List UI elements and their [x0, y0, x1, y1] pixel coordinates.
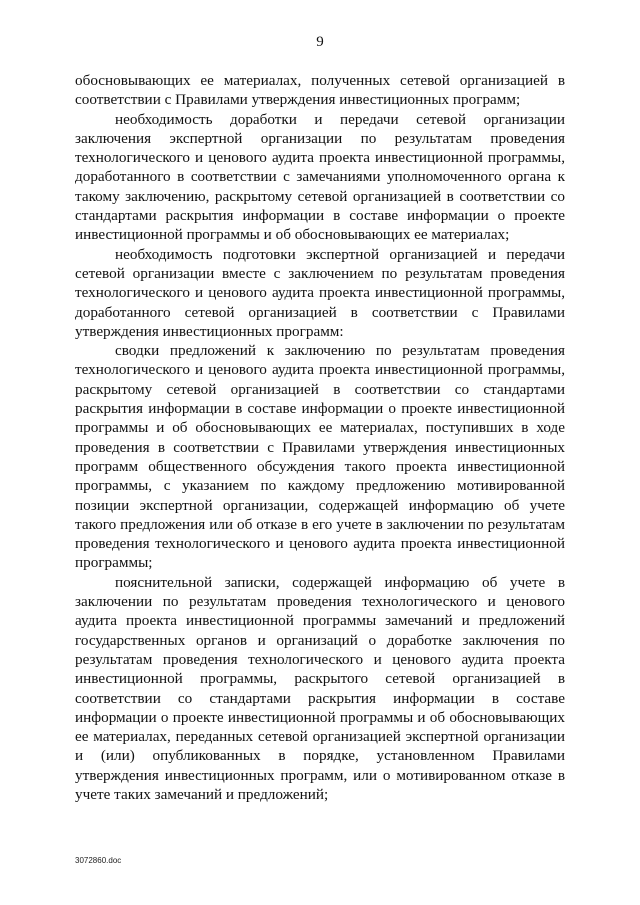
paragraph-continuation: обосновывающих ее материалах, полученных сетевой организацией в соответствии с Правилами утверждения инвестиционных программ;	[75, 72, 565, 109]
footer-filename: 3072860.doc	[75, 856, 122, 865]
paragraph: необходимость подготовки экспертной организацией и передачи сетевой организации вместе с заключением по результатам проведения технологического и ценового аудита проекта инвестиционной программы, доработанного сетевой организацией в соответствии с Правилами утверждения инвестиционных программ:	[75, 245, 565, 340]
page-number: 9	[316, 34, 324, 50]
document-body	[75, 71, 565, 804]
paragraph: сводки предложений к заключению по результатам проведения технологического и ценового аудита проекта инвестиционной программы, раскрытому сетевой организацией в соответствии со стандартами раскрытия информации в составе информации о проекте инвестиционной программы и об обосновывающих ее материалах, поступивших в ходе проведения в соответствии с Правилами утверждения инвестиционных программ общественного обсуждения такого проекта инвестиционной программы, с указанием по каждому предложению мотивированной позиции экспертной организации, содержащей информацию об учете такого предложения или об отказе в его учете в заключении по результатам проведения технологического и ценового аудита проекта инвестиционной программы;	[75, 342, 565, 572]
paragraph: необходимость доработки и передачи сетевой организации заключения экспертной организации по результатам проведения технологического и ценового аудита проекта инвестиционной программы, доработанного в соответствии с замечаниями уполномоченного органа к такому заключению, раскрытому сетевой организацией в соответствии со стандартами раскрытия информации в составе информации о проекте инвестиционной программы и об обосновывающих ее материалах;	[75, 110, 565, 244]
paragraph: пояснительной записки, содержащей информацию об учете в заключении по результатам проведения технологического и ценового аудита проекта инвестиционной программы замечаний и предложений государственных органов и организаций о доработке заключения по результатам проведения технологического и ценового аудита проекта инвестиционной программы, раскрытого сетевой организацией в соответствии со стандартами раскрытия информации в составе информации о проекте инвестиционной программы и об обосновывающих ее материалах, переданных сетевой организацией экспертной организации и (или) опубликованных в порядке, установленном Правилами утверждения инвестиционных программ, или о мотивированном отказе в учете таких замечаний и предложений;	[75, 573, 565, 803]
